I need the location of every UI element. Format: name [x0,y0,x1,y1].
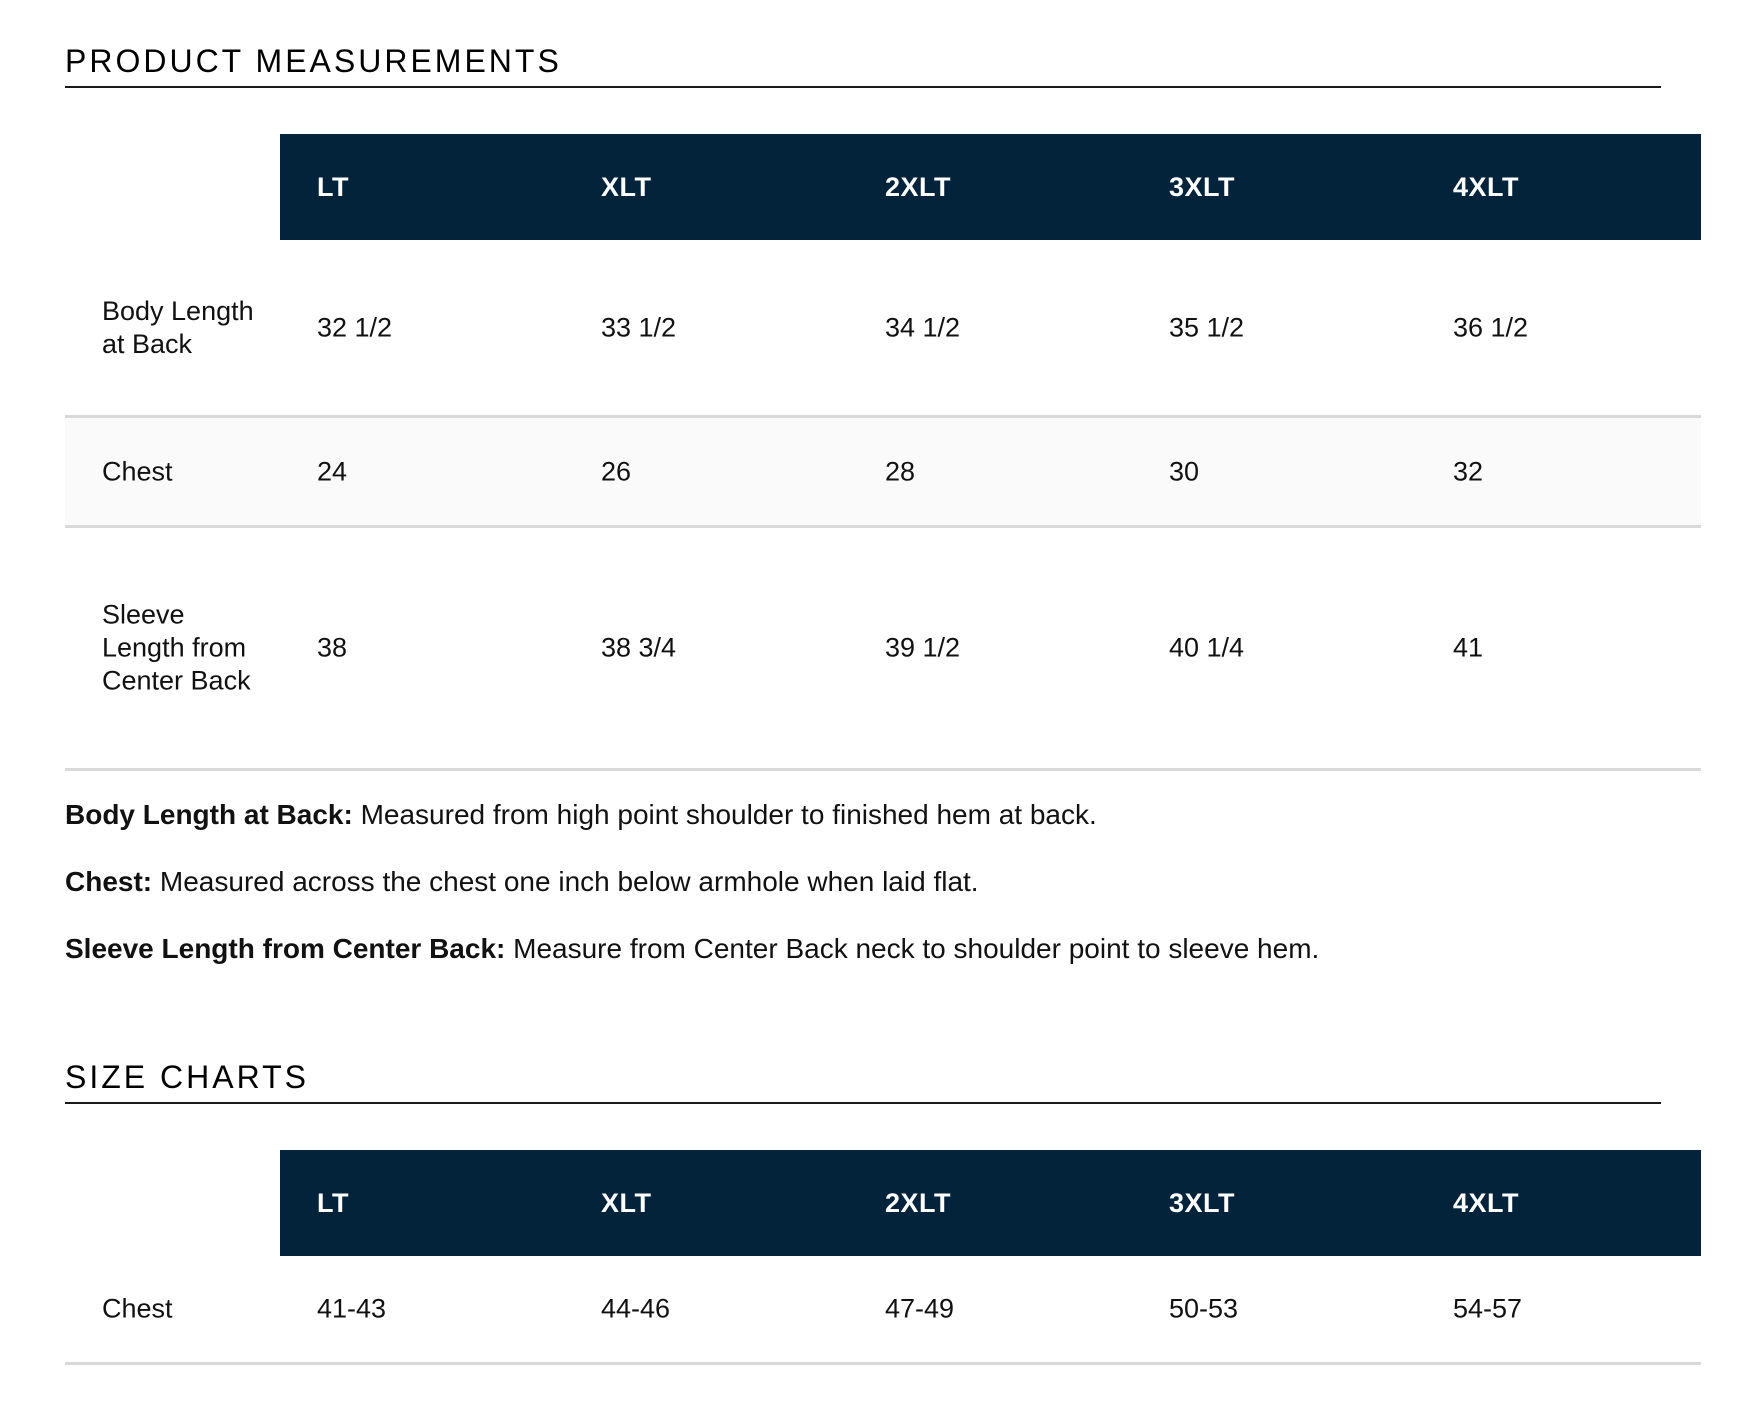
note-body-length [65,798,1097,832]
cell-2xlt: 39 1/2 [885,632,961,663]
note-term: Chest: [65,866,153,897]
cell-2xlt: 47-49 [885,1293,955,1324]
column-header-xlt: XLT [601,172,652,202]
product-measurements-title: PRODUCT MEASUREMENTS [65,42,1661,88]
table-header [280,134,1701,240]
column-header-2xlt: 2XLT [885,172,952,202]
note-chest [65,865,979,899]
table-row-chest [65,1256,1701,1365]
column-header-4xlt: 4XLT [1453,1188,1520,1218]
row-label: Sleeve Length from Center Back [102,599,251,696]
cell-3xlt: 40 1/4 [1169,632,1245,663]
row-label: Chest [102,1293,173,1324]
cell-2xlt: 34 1/2 [885,312,961,342]
cell-4xlt: 36 1/2 [1453,312,1529,342]
note-text: Measure from Center Back neck to shoulder point to sleeve hem. [505,933,1320,964]
cell-4xlt: 32 [1453,456,1484,486]
row-label: Chest [102,456,173,486]
note-term: Body Length at Back: [65,799,353,830]
column-header-3xlt: 3XLT [1169,1188,1236,1218]
table-row-sleeve-length [65,528,1701,771]
cell-4xlt: 41 [1453,632,1484,663]
table-row-body-length [65,240,1701,418]
cell-3xlt: 50-53 [1169,1293,1239,1324]
cell-4xlt: 54-57 [1453,1293,1523,1324]
column-header-lt: LT [317,172,349,202]
column-header-4xlt: 4XLT [1453,172,1520,202]
cell-xlt: 38 3/4 [601,632,677,663]
table-row-chest [65,418,1701,528]
column-header-xlt: XLT [601,1188,652,1218]
row-label: Body Length at Back [102,295,254,359]
note-sleeve-length [65,932,1319,966]
cell-3xlt: 30 [1169,456,1200,486]
cell-lt: 24 [317,456,348,486]
cell-lt: 41-43 [317,1293,387,1324]
cell-xlt: 44-46 [601,1293,671,1324]
cell-xlt: 33 1/2 [601,312,677,342]
cell-3xlt: 35 1/2 [1169,312,1245,342]
size-charts-title: SIZE CHARTS [65,1058,1661,1104]
note-text: Measured across the chest one inch below armhole when laid flat. [152,866,979,897]
cell-lt: 38 [317,632,348,663]
product-measurements-table [65,134,1701,768]
note-text: Measured from high point shoulder to finished hem at back. [352,799,1097,830]
cell-lt: 32 1/2 [317,312,393,342]
cell-xlt: 26 [601,456,632,486]
note-term: Sleeve Length from Center Back: [65,933,506,964]
size-charts-table [65,1150,1701,1368]
column-header-lt: LT [317,1188,349,1218]
column-header-3xlt: 3XLT [1169,172,1236,202]
column-header-2xlt: 2XLT [885,1188,952,1218]
table-header [280,1150,1701,1256]
cell-2xlt: 28 [885,456,916,486]
